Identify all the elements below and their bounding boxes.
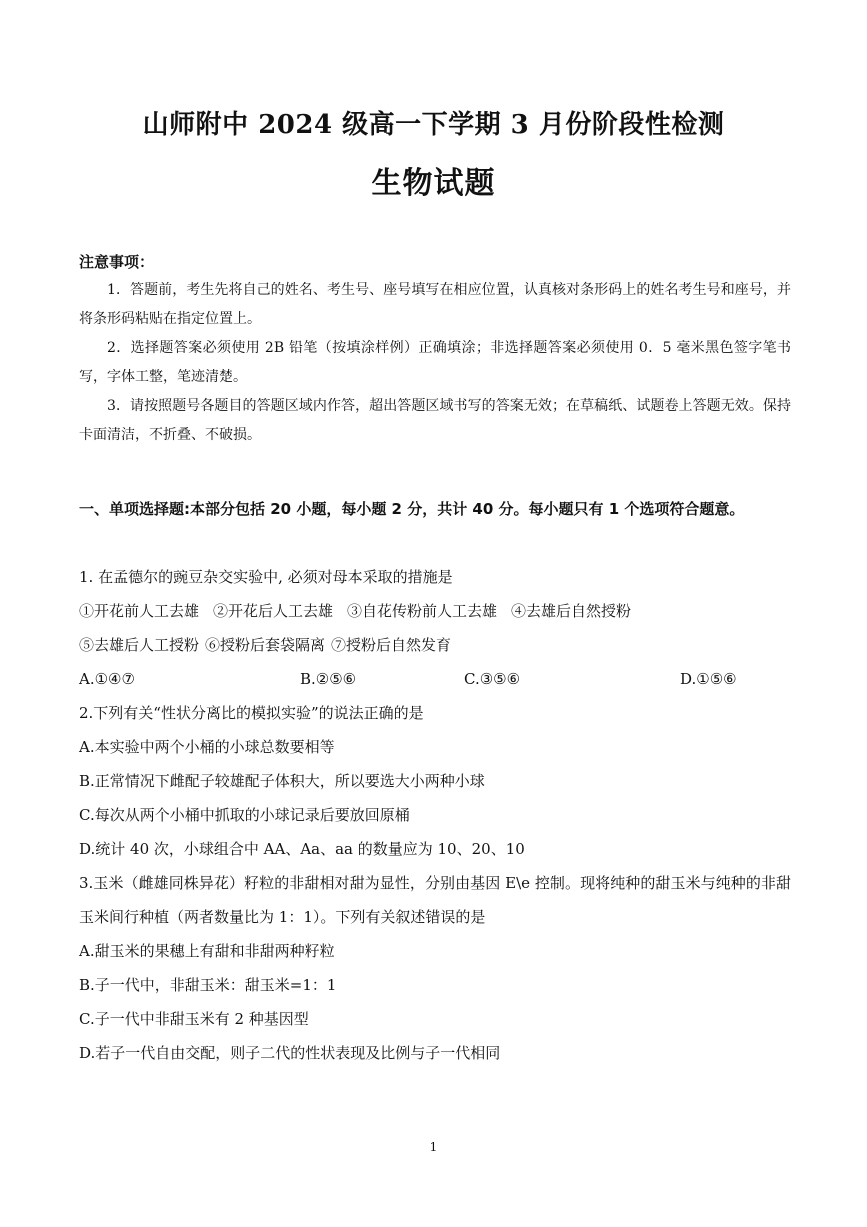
section-heading: 一、单项选择题:本部分包括 20 小题，每小题 2 分，共计 40 分。每小题只有 1 个选项符合题意。 xyxy=(79,500,745,518)
notice-item: 2．选择题答案必须使用 2B 铅笔（按填涂样例）正确填涂；非选择题答案必须使用 0．5 毫米黑色签字笔书写，字体工整，笔迹清楚。 xyxy=(79,340,791,385)
notice-heading: 注意事项： xyxy=(79,253,155,271)
notice-list xyxy=(79,276,791,450)
question-stem: 1. 在孟德尔的豌豆杂交实验中, 必须对母本采取的措施是 xyxy=(79,568,453,586)
question-1 xyxy=(79,560,791,696)
option-a: A.①④⑦ xyxy=(79,670,135,688)
measure-item: ①开花前人工去雄 xyxy=(79,602,200,620)
option-d: D.统计 40 次，小球组合中 AA、Aa、aa 的数量应为 10、20、10 xyxy=(79,840,525,858)
option-b: B.子一代中，非甜玉米：甜玉米=1：1 xyxy=(79,976,337,994)
measure-item: ⑤去雄后人工授粉 xyxy=(79,636,200,654)
measure-item: ⑦授粉后自然发育 xyxy=(331,636,452,654)
option-b: B.正常情况下雌配子较雄配子体积大，所以要选大小两种小球 xyxy=(79,772,485,790)
option-c: C.③⑤⑥ xyxy=(464,670,521,688)
notice-item: 3．请按照题号各题目的答题区域内作答，超出答题区域书写的答案无效；在草稿纸、试题卷上答题无效。保持卡面清洁，不折叠、不破损。 xyxy=(79,398,791,443)
option-d: D.若子一代自由交配，则子二代的性状表现及比例与子一代相同 xyxy=(79,1044,501,1062)
measure-item: ⑥授粉后套袋隔离 xyxy=(205,636,326,654)
question-2 xyxy=(79,696,791,866)
measure-item: ②开花后人工去雄 xyxy=(213,602,334,620)
question-3 xyxy=(79,866,791,1070)
measure-item: ④去雄后自然授粉 xyxy=(511,602,632,620)
exam-title: 山师附中 2024 级高一下学期 3 月份阶段性检测 xyxy=(142,110,725,140)
notice-item: 1．答题前，考生先将自己的姓名、考生号、座号填写在相应位置，认真核对条形码上的姓名考生号和座号，并将条形码粘贴在指定位置上。 xyxy=(79,282,791,327)
answer-options xyxy=(79,662,791,696)
option-b: B.②⑤⑥ xyxy=(300,670,357,688)
option-d: D.①⑤⑥ xyxy=(680,670,737,688)
measures-line xyxy=(79,628,791,662)
page-number: 1 xyxy=(429,1140,438,1154)
option-c: C.每次从两个小桶中抓取的小球记录后要放回原桶 xyxy=(79,806,410,824)
measure-item: ③自花传粉前人工去雄 xyxy=(347,602,498,620)
option-c: C.子一代中非甜玉米有 2 种基因型 xyxy=(79,1010,309,1028)
subject-title: 生物试题 xyxy=(371,166,496,201)
option-a: A.本实验中两个小桶的小球总数要相等 xyxy=(79,738,335,756)
option-a: A.甜玉米的果穗上有甜和非甜两种籽粒 xyxy=(79,942,335,960)
question-stem: 2.下列有关“性状分离比的模拟实验”的说法正确的是 xyxy=(79,704,424,722)
measures-line xyxy=(79,594,791,628)
question-stem: 3.玉米（雌雄同株异花）籽粒的非甜相对甜为显性，分别由基因 E\e 控制。现将纯种的甜玉米与纯种的非甜玉米间行种植（两者数量比为 1：1）。下列有关叙述错误的是 xyxy=(79,874,791,926)
